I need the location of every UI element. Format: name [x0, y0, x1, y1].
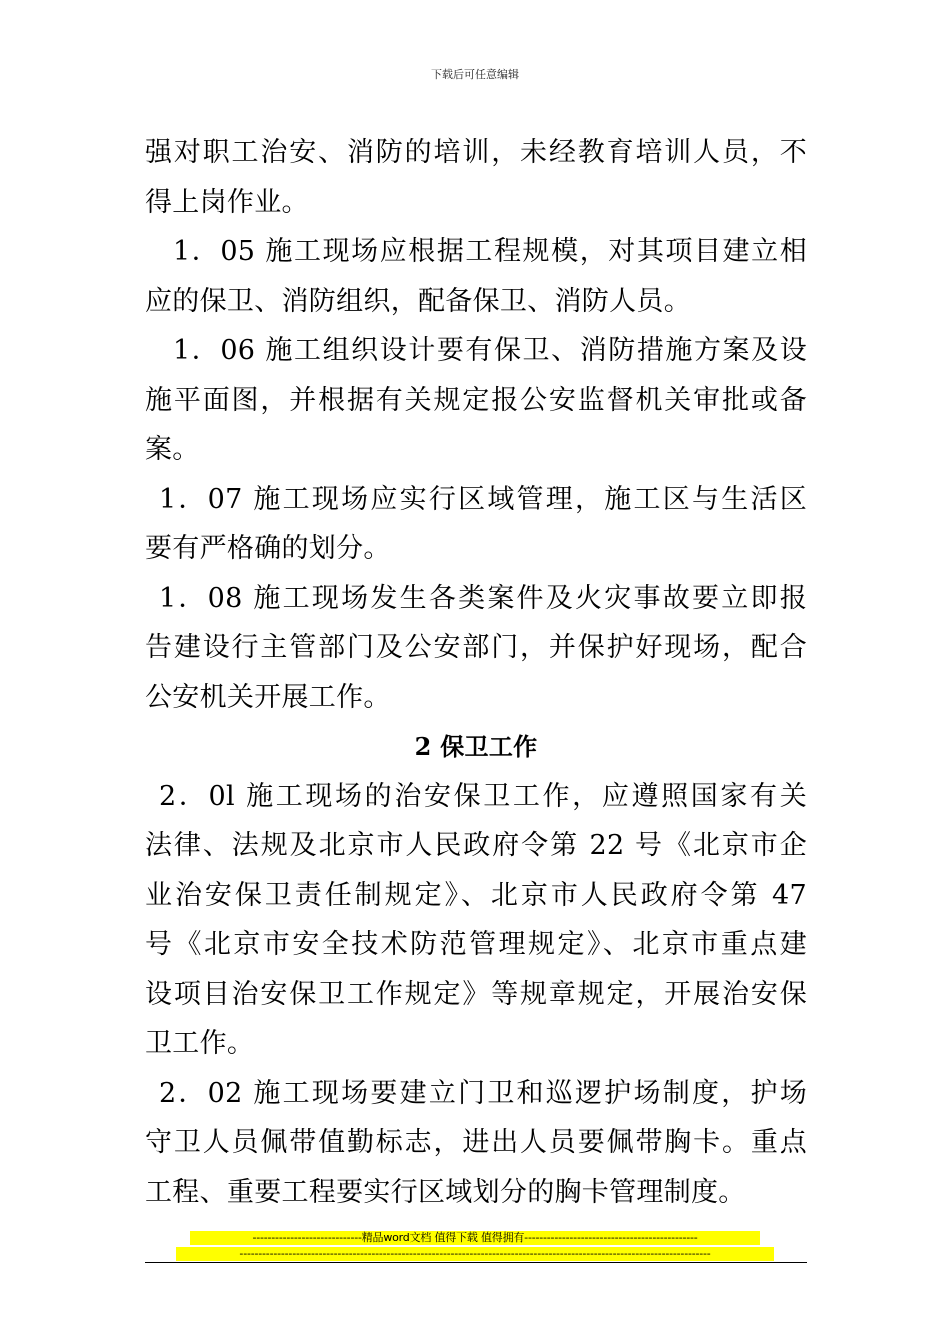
text-line: 1．05 施工现场应根据工程规模，对其项目建立相 [173, 236, 807, 267]
document-body [145, 128, 807, 1217]
text-line: 卫工作。 [145, 1028, 255, 1059]
text-line: 施平面图，并根据有关规定报公安监督机关审批或备 [145, 384, 807, 416]
text-line: 1．08 施工现场发生各类案件及火灾事故要立即报 [159, 582, 807, 614]
text-line: 号《北京市安全技术防范管理规定》、北京市重点建 [145, 929, 807, 960]
text-line: 设项目治安保卫工作规定》等规章规定，开展治安保 [145, 978, 807, 1010]
footer-dash-text: ----------------------------------------------------------------------------------------------------------------------------- [176, 1247, 774, 1261]
text-line: 2．0l 施工现场的治安保卫工作，应遵照国家有关 [159, 780, 807, 812]
footer-banner-text: -----------------------------精品word文档 值得下载 值得拥有---------------------------------------------- [190, 1231, 760, 1245]
text-line: 要有严格确的划分。 [145, 533, 391, 564]
text-line: 公安机关开展工作。 [145, 681, 391, 713]
footer-rule [145, 1262, 807, 1263]
text-line: 1．07 施工现场应实行区域管理，施工区与生活区 [159, 483, 807, 515]
text-line: 告建设行主管部门及公安部门，并保护好现场，配合 [145, 632, 807, 663]
text-line: 法律、法规及北京市人民政府令第 22 号《北京市企 [145, 830, 807, 861]
text-line: 案。 [145, 434, 200, 465]
section-heading: 2 保卫工作 [414, 732, 538, 761]
text-line: 1．06 施工组织设计要有保卫、消防措施方案及设 [173, 335, 807, 366]
text-line: 应的保卫、消防组织，配备保卫、消防人员。 [145, 285, 691, 317]
text-line: 守卫人员佩带值勤标志，进出人员要佩带胸卡。重点 [145, 1127, 807, 1158]
text-line: 强对职工治安、消防的培训，未经教育培训人员，不 [145, 137, 807, 168]
text-line: 工程、重要工程要实行区域划分的胸卡管理制度。 [145, 1176, 746, 1208]
text-line: 业治安保卫责任制规定》、北京市人民政府令第 47 [145, 879, 807, 911]
text-line: 得上岗作业。 [145, 186, 309, 218]
page-header: 下载后可任意编辑 [431, 68, 519, 81]
text-line: 2．02 施工现场要建立门卫和巡逻护场制度，护场 [159, 1077, 807, 1109]
